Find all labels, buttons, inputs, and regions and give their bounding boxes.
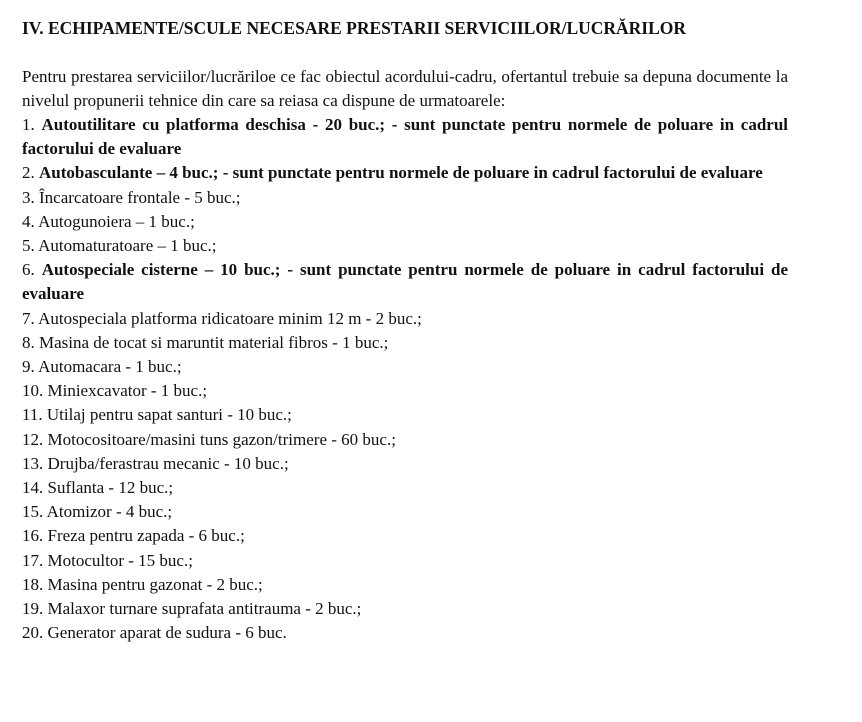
list-item — [22, 500, 788, 524]
item-number: 15. — [22, 502, 44, 522]
item-text: Atomizor - 4 buc.; — [46, 502, 173, 522]
item-text: Autospeciale cisterne – 10 buc.; - sunt punctate pentru normele de poluare in cadrul factorului de evaluare — [22, 260, 788, 304]
intro-paragraph: Pentru prestarea serviciilor/lucrăriloe ce fac obiectul acordului-cadru, ofertantul trebuie sa depuna documente la nivelul propunerii tehnice din care sa reiasa ca dispune de urmatoarele: — [22, 67, 788, 110]
item-text: Suflanta - 12 buc.; — [47, 478, 174, 498]
section-heading: IV. ECHIPAMENTE/SCULE NECESARE PRESTARII SERVICIILOR/LUCRĂRILOR — [22, 18, 687, 38]
list-item — [22, 428, 788, 452]
item-text: Motocultor - 15 buc.; — [47, 550, 193, 570]
list-item — [22, 573, 788, 597]
item-text: Utilaj pentru sapat santuri - 10 buc.; — [46, 405, 292, 425]
list-item — [22, 476, 788, 500]
item-number: 6. — [22, 260, 35, 280]
list-item — [22, 307, 788, 331]
item-number: 18. — [22, 574, 44, 594]
item-number: 4. — [22, 211, 35, 231]
document-page — [22, 16, 788, 645]
list-item — [22, 161, 788, 185]
item-number: 5. — [22, 236, 35, 256]
item-number: 2. — [22, 163, 35, 183]
item-text: Masina de tocat si maruntit material fibros - 1 buc.; — [39, 332, 389, 352]
item-number: 8. — [22, 332, 35, 352]
list-item — [22, 186, 788, 210]
item-text: Automaturatoare – 1 buc.; — [38, 236, 217, 256]
item-number: 16. — [22, 526, 44, 546]
item-number: 19. — [22, 599, 44, 619]
item-number: 17. — [22, 550, 44, 570]
item-text: Freza pentru zapada - 6 buc.; — [47, 526, 245, 546]
list-item — [22, 355, 788, 379]
item-text: Autospeciala platforma ridicatoare minim 12 m - 2 buc.; — [38, 308, 422, 328]
item-text: Miniexcavator - 1 buc.; — [47, 381, 208, 401]
item-number: 9. — [22, 357, 35, 377]
list-item — [22, 113, 788, 161]
item-text: Autobasculante – 4 buc.; - sunt punctate pentru normele de poluare in cadrul factorului de evaluare — [39, 163, 763, 183]
item-text: Automacara - 1 buc.; — [38, 357, 182, 377]
item-number: 11. — [22, 405, 43, 425]
item-text: Masina pentru gazonat - 2 buc.; — [47, 574, 263, 594]
list-item — [22, 403, 788, 427]
item-text: Malaxor turnare suprafata antitrauma - 2 buc.; — [47, 599, 362, 619]
list-item — [22, 258, 788, 306]
item-number: 13. — [22, 453, 44, 473]
item-text: Încarcatoare frontale - 5 buc.; — [39, 187, 241, 207]
list-item — [22, 234, 788, 258]
list-item — [22, 331, 788, 355]
list-item — [22, 621, 788, 645]
item-number: 10. — [22, 381, 44, 401]
item-text: Autoutilitare cu platforma deschisa - 20 buc.; - sunt punctate pentru normele de poluare in cadrul factorului de evaluare — [22, 115, 789, 159]
list-item — [22, 379, 788, 403]
item-number: 12. — [22, 429, 44, 449]
item-text: Autogunoiera – 1 buc.; — [38, 211, 195, 231]
list-item — [22, 452, 788, 476]
list-item — [22, 524, 788, 548]
item-number: 20. — [22, 623, 44, 643]
item-text: Motocositoare/masini tuns gazon/trimere - 60 buc.; — [47, 429, 396, 449]
item-number: 14. — [22, 478, 44, 498]
equipment-list — [22, 113, 788, 645]
list-item — [22, 210, 788, 234]
item-text: Drujba/ferastrau mecanic - 10 buc.; — [47, 453, 289, 473]
list-item — [22, 597, 788, 621]
item-number: 7. — [22, 308, 35, 328]
item-text: Generator aparat de sudura - 6 buc. — [47, 623, 287, 643]
item-number: 1. — [22, 115, 35, 134]
list-item — [22, 549, 788, 573]
item-number: 3. — [22, 187, 35, 207]
